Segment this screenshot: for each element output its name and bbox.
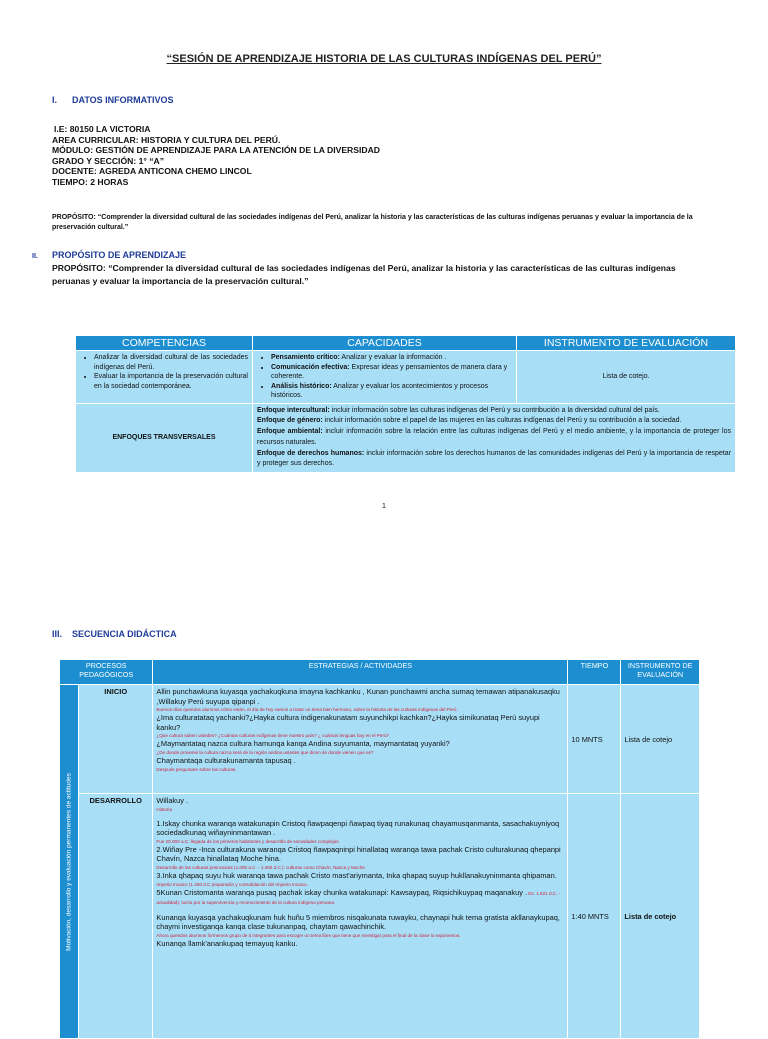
- section-label: SECUENCIA DIDÁCTICA: [72, 629, 177, 639]
- desarrollo-lines: [156, 796, 564, 949]
- table-row-inicio: [60, 685, 700, 794]
- section-label: DATOS INFORMATIVOS: [72, 95, 174, 105]
- translation-note: Imperio Incaico (1.400 d.C.)expansión y consolidación del Imperio Incaico.: [156, 881, 308, 887]
- proposito-label: PROPÓSITO:: [52, 263, 106, 273]
- proposito-text: “Comprender la diversidad cultural de las sociedades indígenas del Perú, analizar la historia y las características de las culturas indígenas peruanas y evaluar la importancia de la preservación cultural.”: [52, 214, 693, 231]
- activity-line: ¿Maymantataq nazca cultura hamunqa kanqa Andina suyumanta, maymantataq yuyanki?: [156, 739, 450, 749]
- section-number: I.: [52, 95, 58, 105]
- section-heading-secuencia: [52, 629, 177, 639]
- table-header-row: [76, 336, 736, 351]
- enfoque-item: [257, 427, 731, 449]
- side-label: Motivación, desarrollo y evaluación permanentes de actitudes: [65, 772, 73, 951]
- section-label: PROPÓSITO DE APRENDIZAJE: [52, 250, 187, 260]
- proposito-small: [52, 213, 712, 232]
- enfoque-title: Enfoque de derechos humanos:: [257, 449, 365, 457]
- enfoque-text: incluir información sobre los derechos humanos de las comunidades indígenas del Perú y la importancia de respetar y proteger sus derechos.: [257, 449, 731, 468]
- translation-note: Es. 1.821 d.C. - actualidad): lucha por la supervivencia y reconocimiento de la cultura indígena peruana.: [156, 890, 561, 906]
- translation-note: Ahora queridos alumnos formemos grupo de 5 integrantes para escoger un tema libre que tiene que investigar para el final de la clase lo exponemos.: [156, 932, 461, 938]
- section-number: II.: [32, 253, 38, 260]
- capacidad-title: Pensamiento crítico:: [271, 354, 340, 361]
- translation-note: Fue 20.000 a.C. llegada de los primeros habitantes y desarrollo de sociedades complejas.: [156, 838, 340, 844]
- activity-line: 5Kunan Cristomanta waranqa pusaq pachak iskay chunka watakunapi: Kawsaypaq, Riqsichikuypaq maqanakuy . Es. 1.821 d.C. - actualidad): lucha por la supervivencia y reconocimiento de la cultura indígena peruana.: [156, 887, 561, 906]
- activity-line: ¿Ima culturatataq yachanki?¿Hayka cultura indigenakunatam suyunchikpi kachkan?¿Hayka simikunataq Perú suyupi kanku?: [156, 713, 540, 732]
- competencias-cell: [76, 351, 253, 404]
- list-item: [271, 353, 512, 363]
- activity-line: 2.Wiñay Pre -Inca culturakuna waranqa Cristoq ñawpaqninpi hinallataq waranqa tawa pachak Cristo culturakunaq qhepanpi Chavín, Nazca hinallataq Moche hina.: [156, 844, 561, 864]
- header-competencias: COMPETENCIAS: [76, 336, 253, 351]
- activity-line: 3.Inka qhapaq suyu huk waranqa tawa pachak Cristo mast'ariymanta, Inka qhapaq suyup hukllanakuyninmanta qhipaman.: [156, 870, 557, 880]
- proposito-big-text: “Comprender la diversidad cultural de las sociedades indígenas del Perú, analizar la historia y las características de las culturas indígenas peruanas y evaluar la importancia de la preservación cultural.”: [52, 263, 676, 286]
- capacidad-title: Comunicación efectiva:: [271, 363, 350, 371]
- datos-informativos: [52, 124, 380, 188]
- activity-line: Chaymantaqa culturakunamanta tapusaq .: [156, 755, 296, 765]
- header-capacidades: CAPACIDADES: [253, 336, 517, 351]
- list-item: [271, 382, 512, 401]
- capacidad-title: Análisis histórico:: [271, 382, 332, 390]
- enfoque-text: incluir información sobre la relación entre las culturas indígenas del Perú y el medio ambiente, y la importancia de proteger los recursos naturales.: [257, 428, 732, 446]
- secuencia-table: [59, 659, 700, 1039]
- header-instrumento: INSTRUMENTO DE EVALUACIÓN: [517, 336, 736, 351]
- enfoque-item: [257, 449, 731, 471]
- competencias-table: [75, 335, 736, 473]
- header-estrategias: ESTRATEGIAS / ACTIVIDADES: [153, 660, 568, 685]
- instrumento-inicio: Lista de cotejo: [621, 685, 700, 794]
- proceso-inicio: INICIO: [79, 685, 153, 794]
- header-procesos: PROCESOS PEDAGÓGICOS: [60, 660, 153, 685]
- enfoque-text: incluir información sobre el papel de las mujeres en las culturas indígenas del Perú y su contribución a la sociedad.: [322, 417, 682, 425]
- tiempo-inicio: 10 MNTS: [568, 685, 621, 794]
- translation-note: Historia: [156, 806, 172, 812]
- translation-note: ¿Que cultura saben ustedes? ¿Cuántas culturas indígenas tiene nuestro país? ¿ cuántas lenguas hay en el Perú?: [156, 733, 390, 739]
- proposito-label: PROPÓSITO:: [52, 214, 96, 221]
- info-area: AREA CURRICULAR: HISTORIA Y CULTURA DEL PERÚ.: [52, 134, 281, 145]
- tiempo-desarrollo: 1:40 MNTS: [568, 794, 621, 1039]
- activity-line: Allin punchawkuna kuyasqa yachakuqkuna imayna kachkanku , Kunan punchawmi ancha sumaq temawan atipanakusaqku ,Willakuy Perú suyupa qipanpi .: [156, 687, 560, 706]
- capacidad-text: Expresar ideas y pensamientos de manera clara y coherente.: [271, 363, 508, 380]
- header-tiempo: TIEMPO: [568, 660, 621, 685]
- proposito-big: [52, 262, 714, 287]
- table-header-row: [60, 660, 700, 685]
- enfoques-cell: [253, 403, 736, 473]
- instrumento-cell: Lista de cotejo.: [517, 351, 736, 404]
- activity-line: Willakuy .: [156, 796, 189, 805]
- header-instrumento: INSTRUMENTO DE EVALUACIÓN: [621, 660, 700, 685]
- capacidad-text: Analizar y evaluar la información .: [339, 354, 447, 361]
- enfoque-text: incluir información sobre las culturas indígenas del Perú y su contribución a la diversidad cultural del país.: [329, 406, 660, 414]
- section-number: III.: [52, 629, 63, 639]
- info-modulo: MÓDULO: GESTIÓN DE APRENDIZAJE PARA LA ATENCIÓN DE LA DIVERSIDAD: [52, 145, 381, 156]
- capacidad-text: Analizar y evaluar los acontecimientos y procesos históricos.: [271, 382, 489, 399]
- inicio-lines: [156, 687, 564, 773]
- capacidades-cell: [253, 351, 517, 404]
- enfoque-title: Enfoque ambiental:: [257, 428, 323, 436]
- activity-line: Kunanqa llamk'anankupaq temayuq kanku.: [156, 938, 298, 948]
- info-grado: GRADO Y SECCIÓN: 1° “A”: [52, 155, 164, 166]
- translation-note: ¿De donde provenie la cultura nazca será de la región andina ustedes que dicen de donde vienen que es?: [156, 749, 374, 755]
- enfoques-label: ENFOQUES TRANSVERSALES: [76, 403, 253, 473]
- actividades-desarrollo: [153, 794, 568, 1039]
- document-title: “SESIÓN DE APRENDIZAJE HISTORIA DE LAS CULTURAS INDÍGENAS DEL PERÚ”: [166, 53, 602, 65]
- info-tiempo: TIEMPO: 2 HORAS: [52, 176, 129, 187]
- side-label-cell: [60, 685, 79, 1039]
- activity-line: Kunanqa kuyasqa yachakuqkunam huk huñu 5 miembros nisqakunata ruwayku, chaynapi huk tema gratista akllanaykupaq, chaymi investiganqa kanqa clase tukunanpaq, chaytam qawachinchik.: [156, 912, 560, 932]
- section-heading-proposito: [32, 250, 186, 260]
- page-number: 1: [381, 501, 387, 510]
- list-item: • Evaluar la importancia de la preservación cultural en la sociedad contemporánea.: [94, 372, 248, 391]
- enfoque-item: [257, 416, 731, 427]
- translation-note: Desarrollo de las culturas preincaicas (1.000 a.C. - 1.400 d.C.): culturas como Chavín, Nazca y Moche.: [156, 864, 367, 870]
- actividades-inicio: [153, 685, 568, 794]
- enfoque-title: Enfoque intercultural:: [257, 406, 330, 414]
- proceso-desarrollo: DESARROLLO: [79, 794, 153, 1039]
- table-row-desarrollo: [60, 794, 700, 1039]
- enfoque-title: Enfoque de género:: [257, 417, 323, 425]
- info-docente: DOCENTE: AGREDA ANTICONA CHEMO LINCOL: [52, 166, 252, 177]
- translation-note: Buenos días queridos alumnos cómo están, el día de hoy vamos a tratar un tema bien hermoso, sobre la historia de las culturas indígenas del Perú.: [156, 707, 458, 713]
- list-item: [271, 363, 512, 382]
- section-heading-datos: [52, 95, 174, 105]
- list-item: • Analizar la diversidad cultural de las sociedades indígenas del Perú.: [94, 353, 248, 372]
- info-ie: I.E: 80150 LA VICTORIA: [54, 124, 151, 134]
- instrumento-desarrollo: Lista de cotejo: [621, 794, 700, 1039]
- table-row: [76, 403, 736, 473]
- translation-note: Después preguntare sobre las culturas.: [156, 766, 237, 772]
- activity-line: 1.Iskay chunka waranqa watakunapin Cristoq ñawpaqenpi ñawpaq tiyaq runakunaq chayamusqanmanta, sasachakuyniyoq sociedadkunaq wiñayninmantawan .: [156, 818, 560, 838]
- table-row: [76, 351, 736, 404]
- enfoque-item: [257, 406, 731, 417]
